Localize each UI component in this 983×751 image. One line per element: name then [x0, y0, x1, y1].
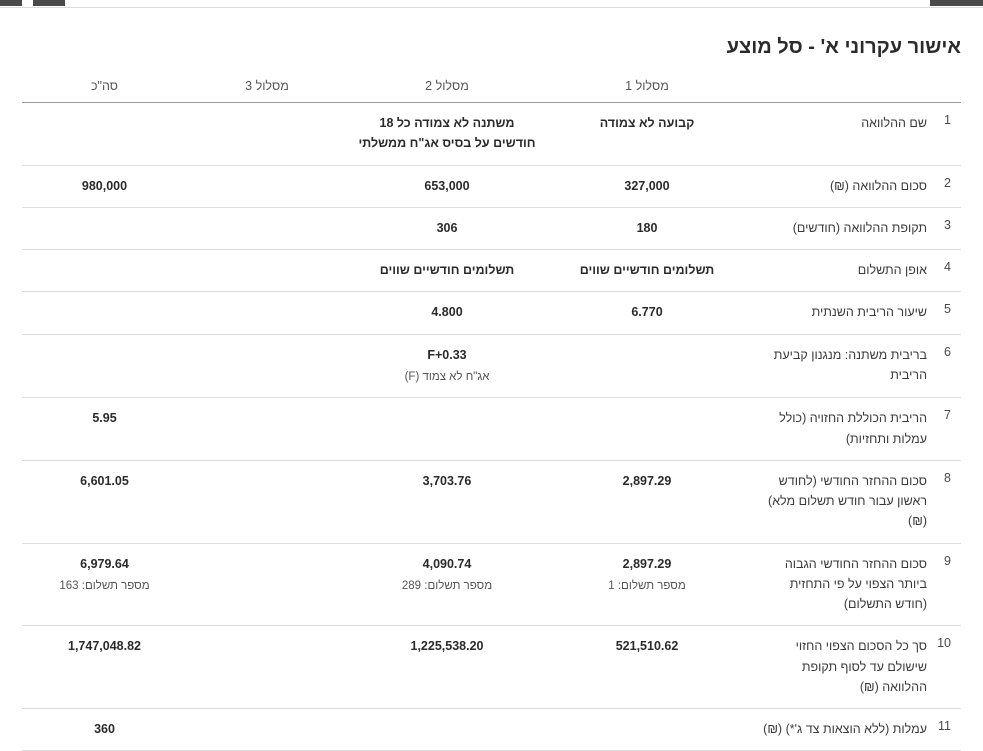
cell-track-3 — [187, 543, 347, 626]
cell-track-1: 327,000 — [547, 165, 747, 207]
cell-track-2: 653,000 — [347, 165, 547, 207]
row-label: סך כל הסכום הצפוי החזוי שישולם עד לסוף תקופת ההלוואה (₪) — [747, 626, 937, 709]
table-row — [22, 292, 961, 334]
table-body — [22, 103, 961, 751]
column-header-track-3: מסלול 3 — [187, 73, 347, 103]
cell-track-3 — [187, 709, 347, 751]
cell-track-3 — [187, 103, 347, 166]
row-index: 1 — [937, 103, 961, 166]
loan-comparison-table — [22, 73, 961, 751]
cell-track-3 — [187, 460, 347, 543]
row-label: סכום ההלוואה (₪) — [747, 165, 937, 207]
cell-track-1: 180 — [547, 207, 747, 249]
cell-track-3 — [187, 207, 347, 249]
cell-track-1: 2,897.29 — [547, 460, 747, 543]
cell-track-3 — [187, 165, 347, 207]
cell-track-2 — [347, 334, 547, 398]
cell-track-3 — [187, 250, 347, 292]
table-row — [22, 460, 961, 543]
table-row — [22, 103, 961, 166]
cell-total — [22, 250, 187, 292]
column-header-total: סה"כ — [22, 73, 187, 103]
cell-track-2-value: 4,090.74 — [422, 556, 472, 571]
cell-track-3 — [187, 334, 347, 398]
row-label: שם ההלוואה — [747, 103, 937, 166]
table-row — [22, 165, 961, 207]
row-label: סכום ההחזר החודשי הגבוה ביותר הצפוי על פי התחזית (חודש התשלום) — [747, 543, 937, 626]
table-row — [22, 207, 961, 249]
column-header-track-1: מסלול 1 — [547, 73, 747, 103]
cell-track-1 — [547, 398, 747, 461]
row-index: 11 — [937, 709, 961, 751]
cell-track-3 — [187, 292, 347, 334]
cell-total-note: מספר תשלום: 163 — [59, 579, 150, 592]
cell-track-1: 6.770 — [547, 292, 747, 334]
cell-track-1: קבועה לא צמודה — [547, 103, 747, 166]
top-bar-segment-middle — [33, 0, 65, 6]
cell-track-3 — [187, 398, 347, 461]
cell-track-1 — [547, 709, 747, 751]
table-row — [22, 709, 961, 751]
row-label: אופן התשלום — [747, 250, 937, 292]
row-label: בריבית משתנה: מנגנון קביעת הריבית — [747, 334, 937, 398]
cell-total — [22, 103, 187, 166]
row-index: 3 — [937, 207, 961, 249]
row-index: 9 — [937, 543, 961, 626]
cell-total: 1,747,048.82 — [22, 626, 187, 709]
cell-track-2-note: אג"ח לא צמוד (F) — [404, 370, 490, 383]
top-bar-segment-left — [0, 0, 22, 6]
cell-track-1 — [547, 543, 747, 626]
row-index: 7 — [937, 398, 961, 461]
cell-total — [22, 292, 187, 334]
table-row — [22, 626, 961, 709]
cell-total — [22, 334, 187, 398]
row-label: עמלות (ללא הוצאות צד ג'*) (₪) — [747, 709, 937, 751]
cell-track-3 — [187, 626, 347, 709]
top-bar-segment-right — [930, 0, 983, 6]
cell-total: 360 — [22, 709, 187, 751]
row-index: 10 — [937, 626, 961, 709]
cell-total: 6,601.05 — [22, 460, 187, 543]
cell-track-2-note: מספר תשלום: 289 — [401, 579, 493, 592]
cell-track-2: 3,703.76 — [347, 460, 547, 543]
row-index: 6 — [937, 334, 961, 398]
cell-total: 5.95 — [22, 398, 187, 461]
cell-total — [22, 543, 187, 626]
cell-track-1 — [547, 334, 747, 398]
table-row — [22, 250, 961, 292]
row-index: 8 — [937, 460, 961, 543]
row-label: תקופת ההלוואה (חודשים) — [747, 207, 937, 249]
cell-track-1: תשלומים חודשיים שווים — [547, 250, 747, 292]
row-label: הריבית הכוללת החזויה (כולל עמלות ותחזיות) — [747, 398, 937, 461]
document-page — [0, 7, 983, 751]
cell-track-2: משתנה לא צמודה כל 18 חודשים על בסיס אג"ח ממשלתי — [347, 103, 547, 166]
row-index: 2 — [937, 165, 961, 207]
cell-track-2 — [347, 398, 547, 461]
column-header-track-2: מסלול 2 — [347, 73, 547, 103]
cell-track-2: 4.800 — [347, 292, 547, 334]
column-header-index — [937, 73, 961, 103]
row-index: 5 — [937, 292, 961, 334]
row-label: שיעור הריבית השנתית — [747, 292, 937, 334]
cell-total: 980,000 — [22, 165, 187, 207]
cell-track-2 — [347, 543, 547, 626]
cell-track-2: 306 — [347, 207, 547, 249]
cell-track-2: 1,225,538.20 — [347, 626, 547, 709]
cell-track-1-value: 2,897.29 — [622, 556, 672, 571]
cell-total — [22, 207, 187, 249]
row-index: 4 — [937, 250, 961, 292]
cell-track-2-value: F+0.33 — [427, 347, 467, 362]
cell-track-1: 521,510.62 — [547, 626, 747, 709]
column-header-label — [747, 73, 937, 103]
table-header — [22, 73, 961, 103]
cell-track-2 — [347, 709, 547, 751]
cell-track-1-note: מספר תשלום: 1 — [608, 579, 686, 592]
cell-track-2: תשלומים חודשיים שווים — [347, 250, 547, 292]
table-row — [22, 334, 961, 398]
page-title: אישור עקרוני א' - סל מוצע — [726, 36, 961, 58]
table-row — [22, 398, 961, 461]
table-header-row — [22, 73, 961, 103]
row-label: סכום ההחזר החודשי (לחודש ראשון עבור חודש תשלום מלא) (₪) — [747, 460, 937, 543]
cell-total-value: 6,979.64 — [80, 556, 129, 571]
table-row — [22, 543, 961, 626]
